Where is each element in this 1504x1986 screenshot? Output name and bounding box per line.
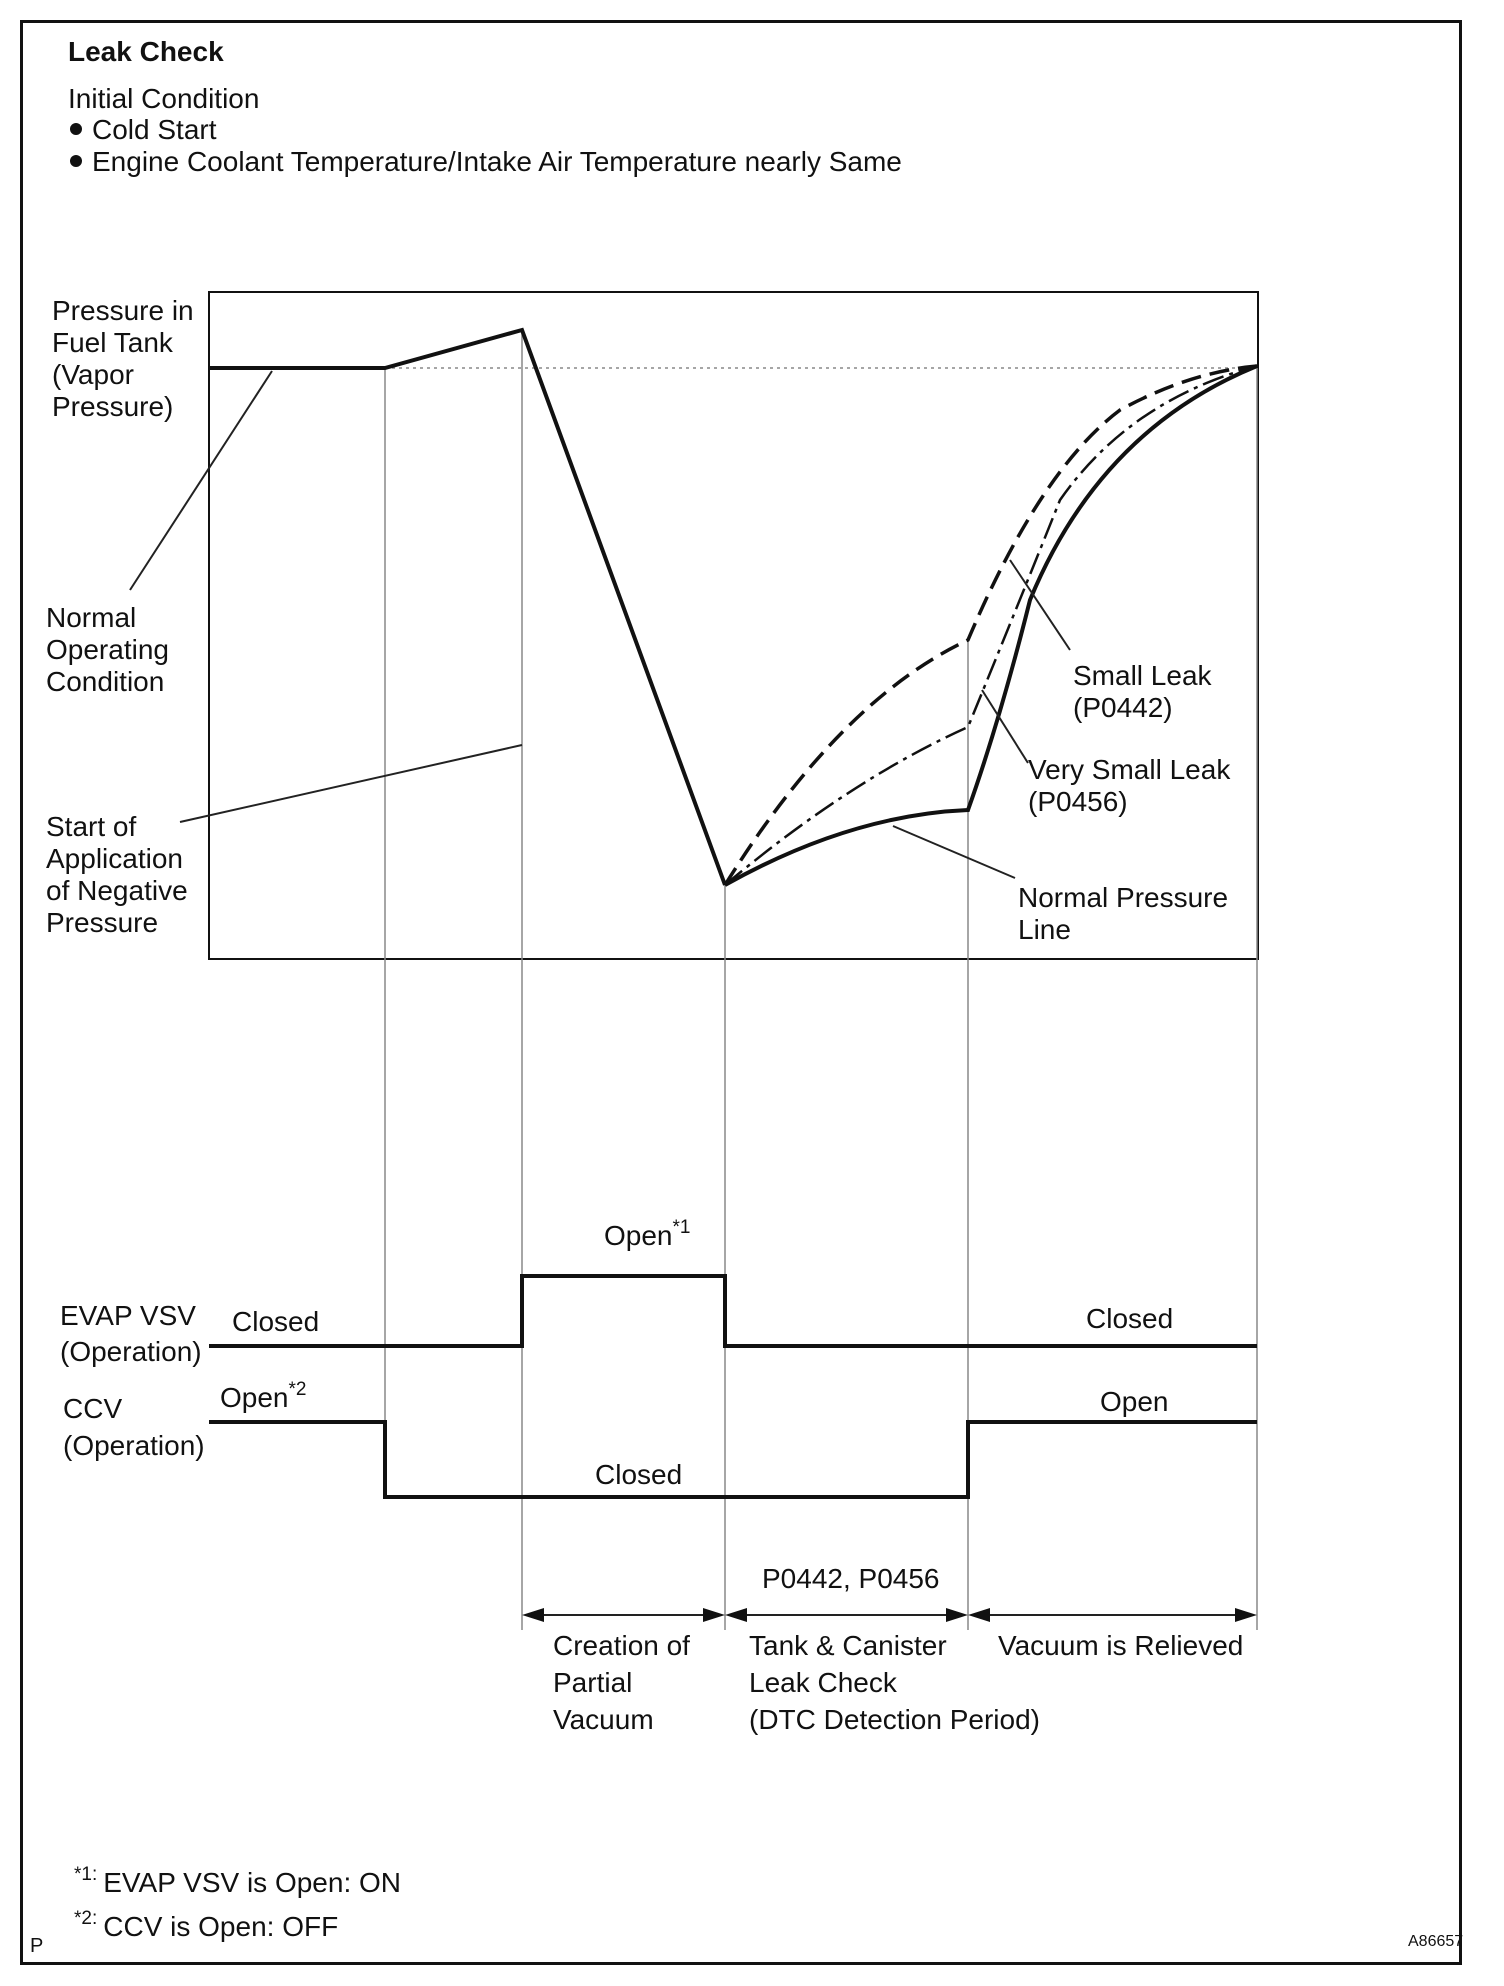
evap-vsv-label — [60, 1300, 202, 1367]
small-leak-line — [725, 366, 1257, 885]
footnote-2: *2: CCV is Open: OFF — [74, 1908, 339, 1942]
svg-text:Pressure: Pressure — [46, 907, 159, 938]
relieved-period-label: Vacuum is Relieved — [998, 1630, 1244, 1661]
svg-text:Pressure in: Pressure in — [52, 295, 194, 326]
svg-text:Vacuum: Vacuum — [553, 1704, 654, 1735]
very-small-leak-callout — [1028, 754, 1231, 817]
svg-text:Partial: Partial — [553, 1667, 633, 1698]
svg-text:Pressure): Pressure) — [52, 391, 174, 422]
svg-text:Operating: Operating — [46, 634, 169, 665]
svg-text:Condition: Condition — [46, 666, 165, 697]
svg-text:Start of: Start of — [46, 811, 137, 842]
diagram-title: Leak Check — [68, 36, 224, 67]
normal-pressure-line — [725, 366, 1257, 885]
pressure-graph-box — [209, 292, 1258, 959]
pressure-axis-label — [52, 295, 194, 422]
evap-vsv-closed-left: Closed — [232, 1306, 320, 1337]
creation-period-arrow — [522, 1608, 725, 1622]
svg-text:(DTC Detection Period): (DTC Detection Period) — [749, 1704, 1040, 1735]
svg-text:EVAP VSV: EVAP VSV — [60, 1300, 196, 1331]
leak-check-period-arrow — [725, 1608, 968, 1622]
svg-text:(P0456): (P0456) — [1028, 786, 1128, 817]
normal-pressure-callout — [1018, 882, 1228, 945]
ccv-open-right: Open — [1100, 1386, 1169, 1417]
evap-vsv-open: Open*1 — [604, 1217, 691, 1251]
start-negative-pressure-callout — [46, 811, 188, 938]
ccv-signal — [209, 1422, 1257, 1497]
svg-text:(P0442): (P0442) — [1073, 692, 1173, 723]
ccv-closed: Closed — [595, 1459, 683, 1490]
svg-text:Tank & Canister: Tank & Canister — [749, 1630, 947, 1661]
leak-check-period-label — [749, 1630, 1040, 1735]
svg-text:Normal Pressure: Normal Pressure — [1018, 882, 1229, 913]
svg-text:Very Small Leak: Very Small Leak — [1028, 754, 1231, 785]
svg-text:of Negative: of Negative — [46, 875, 188, 906]
svg-text:Creation of: Creation of — [553, 1630, 690, 1661]
bullet-dot — [70, 155, 82, 167]
callout-leader — [180, 745, 522, 822]
very-small-leak-line — [725, 366, 1257, 885]
dtc-codes-label: P0442, P0456 — [762, 1563, 940, 1594]
relieved-period-arrow — [968, 1608, 1257, 1622]
condition-temperature: Engine Coolant Temperature/Intake Air Temperature nearly Same — [92, 146, 902, 177]
callout-leader — [893, 826, 1015, 878]
svg-text:CCV: CCV — [63, 1393, 123, 1424]
condition-cold-start: Cold Start — [92, 114, 217, 145]
svg-text:Application: Application — [46, 843, 183, 874]
normal-operating-callout — [46, 602, 169, 697]
pressure-trace — [209, 330, 725, 885]
figure-id: A86657 — [1408, 1933, 1464, 1950]
creation-period-label — [553, 1630, 690, 1735]
initial-condition-heading: Initial Condition — [68, 83, 260, 114]
ccv-open-left: Open*2 — [220, 1379, 307, 1413]
svg-text:Small Leak: Small Leak — [1073, 660, 1212, 691]
svg-text:Leak Check: Leak Check — [749, 1667, 897, 1698]
evap-vsv-closed-right: Closed — [1086, 1303, 1174, 1334]
bullet-dot — [70, 123, 82, 135]
svg-text:Line: Line — [1018, 914, 1071, 945]
small-leak-callout — [1073, 660, 1213, 723]
svg-text:Fuel Tank: Fuel Tank — [52, 327, 173, 358]
ccv-label — [63, 1393, 205, 1461]
svg-text:Normal: Normal — [46, 602, 137, 633]
svg-text:(Operation): (Operation) — [60, 1336, 202, 1367]
svg-text:(Operation): (Operation) — [63, 1430, 205, 1461]
corner-mark: P — [30, 1935, 44, 1957]
svg-text:(Vapor: (Vapor — [52, 359, 134, 390]
footnote-1: *1: EVAP VSV is Open: ON — [74, 1864, 402, 1898]
